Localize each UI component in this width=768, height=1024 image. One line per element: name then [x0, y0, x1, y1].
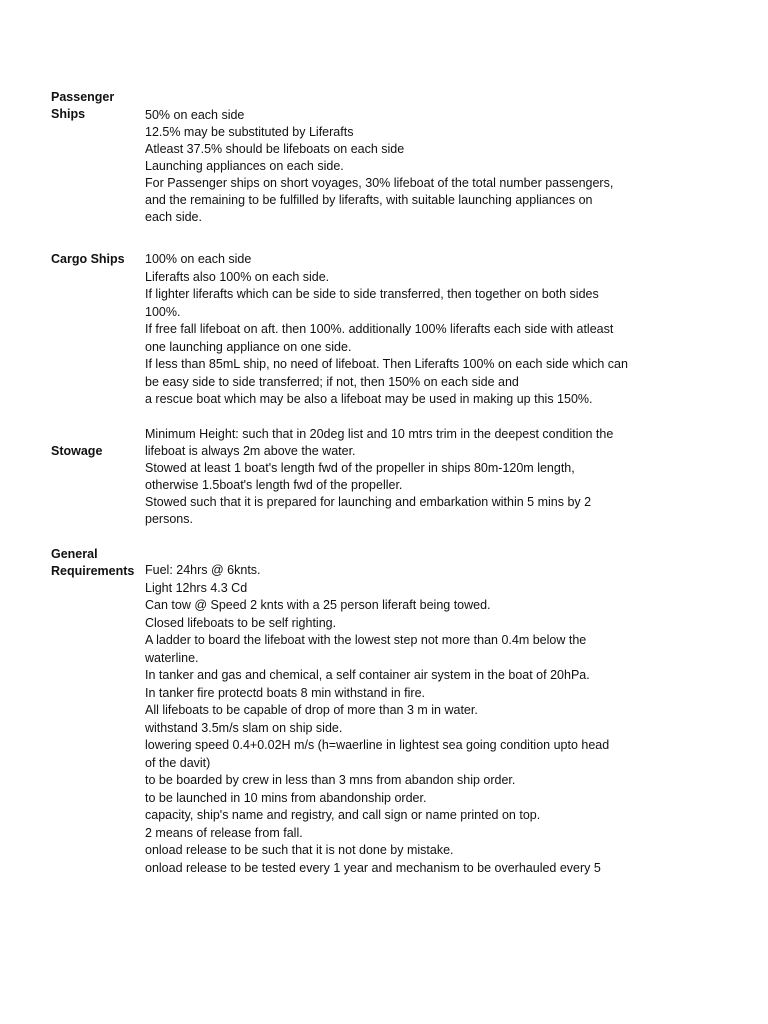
body-line: Stowed at least 1 boat's length fwd of the propeller in ships 80m-120m length, — [145, 461, 575, 475]
body-line: onload release to be such that it is not done by mistake. — [145, 843, 454, 857]
body-line: If free fall lifeboat on aft. then 100%. additionally 100% liferafts each side with atleast — [145, 322, 614, 336]
body-line: one launching appliance on one side. — [145, 339, 352, 354]
body-line: 100%. — [145, 304, 181, 319]
body-line: each side. — [145, 210, 202, 224]
section-body — [145, 107, 645, 226]
body-line: Launching appliances on each side. — [145, 159, 344, 173]
body-line: lowering speed 0.4+0.02H m/s (h=waerline in lightest sea going condition upto head — [145, 738, 610, 752]
body-line: capacity, ship's name and registry, and call sign or name printed on top. — [145, 808, 541, 822]
body-line: onload release to be tested every 1 year and mechanism to be overhauled every 5 — [145, 860, 601, 875]
section-label — [51, 443, 141, 460]
body-line: A ladder to board the lifeboat with the lowest step not more than 0.4m below the — [145, 633, 587, 647]
body-line: be easy side to side transferred; if not, then 150% on each side and — [145, 374, 519, 389]
body-line: If less than 85mL ship, no need of lifeboat. Then Liferafts 100% on each side which can — [145, 357, 628, 371]
body-line: Can tow @ Speed 2 knts with a 25 person liferaft being towed. — [145, 598, 491, 612]
section-label — [51, 251, 141, 268]
body-line: If lighter liferafts which can be side to side transferred, then together on both sides — [145, 287, 599, 301]
body-line: waterline. — [145, 650, 199, 665]
body-line: a rescue boat which may be also a lifeboat may be used in making up this 150%. — [145, 392, 593, 406]
body-line: Closed lifeboats to be self righting. — [145, 615, 337, 630]
label-line: Cargo Ships — [51, 252, 125, 266]
body-line: In tanker and gas and chemical, a self container air system in the boat of 20hPa. — [145, 668, 590, 682]
body-line: of the davit) — [145, 755, 211, 770]
body-line: 2 means of release from fall. — [145, 825, 303, 840]
body-line: lifeboat is always 2m above the water. — [145, 444, 356, 458]
section-label — [51, 546, 141, 580]
body-line: Stowed such that it is prepared for launching and embarkation within 5 mins by 2 — [145, 495, 592, 509]
body-line: to be launched in 10 mins from abandonship order. — [145, 790, 427, 805]
body-line: 50% on each side — [145, 108, 245, 122]
section-body — [145, 562, 645, 877]
body-line: and the remaining to be fulfilled by liferafts, with suitable launching appliances on — [145, 193, 593, 207]
section-body — [145, 426, 645, 528]
section-body — [145, 251, 645, 409]
body-line: For Passenger ships on short voyages, 30% lifeboat of the total number passengers, — [145, 176, 614, 190]
body-line: All lifeboats to be capable of drop of more than 3 m in water. — [145, 703, 478, 717]
body-line: Light 12hrs 4.3 Cd — [145, 580, 248, 595]
body-line: 100% on each side — [145, 252, 252, 266]
label-line: Requirements — [51, 564, 135, 578]
label-line: General — [51, 547, 98, 561]
body-line: Atleast 37.5% should be lifeboats on each side — [145, 142, 405, 156]
body-line: persons. — [145, 512, 193, 526]
section-label — [51, 89, 141, 123]
label-line: Ships — [51, 107, 86, 121]
body-line: Fuel: 24hrs @ 6knts. — [145, 563, 261, 577]
body-line: otherwise 1.5boat's length fwd of the propeller. — [145, 478, 403, 492]
body-line: In tanker fire protectd boats 8 min withstand in fire. — [145, 685, 425, 700]
body-line: Liferafts also 100% on each side. — [145, 269, 330, 284]
body-line: 12.5% may be substituted by Liferafts — [145, 125, 354, 139]
body-line: Minimum Height: such that in 20deg list and 10 mtrs trim in the deepest condition the — [145, 427, 614, 441]
label-line: Stowage — [51, 444, 103, 458]
body-line: withstand 3.5m/s slam on ship side. — [145, 720, 343, 735]
body-line: to be boarded by crew in less than 3 mns from abandon ship order. — [145, 773, 516, 787]
label-line: Passenger — [51, 90, 115, 104]
